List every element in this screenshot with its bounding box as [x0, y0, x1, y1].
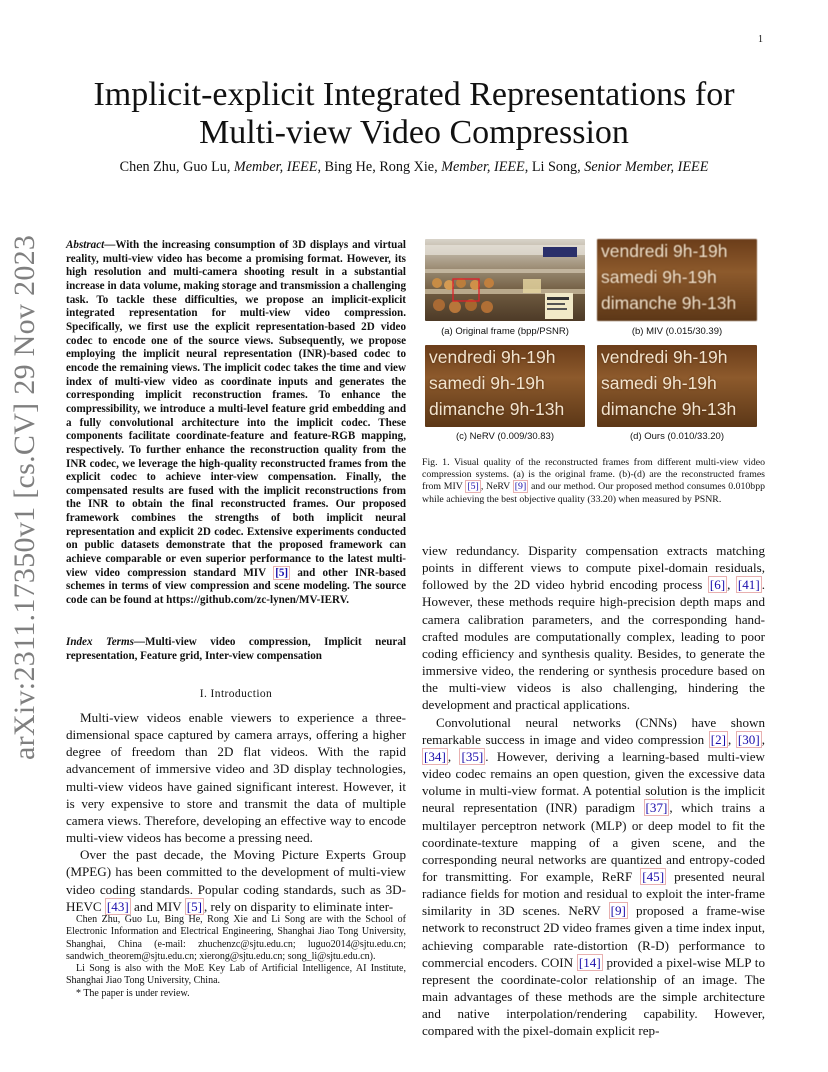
- text-run: view redundancy. Disparity compensation extracts matching points in different views to compute pixel-domain residuals, followed by the 2D video hybrid encoding process: [422, 543, 765, 593]
- citation-link[interactable]: [34]: [424, 748, 446, 764]
- footnotes: [66, 914, 406, 1000]
- panel-miv: [597, 239, 757, 321]
- citation-link[interactable]: [41]: [737, 577, 760, 593]
- citation-link[interactable]: [5]: [186, 898, 202, 914]
- intro-paragraph-2: [66, 846, 406, 915]
- text-run: , NeRV: [480, 481, 513, 493]
- footnote-lab: Li Song is also with the MoE Key Lab of Artificial Intelligence, AI Institute, Shanghai Jiao Tong University, China.: [66, 963, 406, 987]
- text-run: ,: [447, 748, 460, 764]
- author-list: [64, 159, 764, 176]
- sign-line-1: vendredi 9h-19h: [601, 241, 728, 261]
- abstract-lead: Abstract: [66, 239, 105, 251]
- caption-miv: (b) MIV (0.015/30.39): [631, 326, 723, 337]
- citation-link[interactable]: [14]: [578, 954, 601, 970]
- index-terms: [66, 636, 406, 663]
- text-run: , which trains a multilayer perceptron network (MLP) or deep model to fit the coordinate-texture mapping of a given scene, and the corresponding neural networks are quantized and entropy-coded for transmitting. For example, ReRF: [422, 800, 765, 884]
- original-frame-image: [425, 239, 585, 321]
- abstract-text-2: and other INR-based schemes in terms of view compression and scene modeling. The source code can be found at https://github.com/zc-lynen/MV-IERV.: [66, 566, 406, 607]
- footnote-review: * The paper is under review.: [76, 987, 190, 999]
- intro-paragraph-1: Multi-view videos enable viewers to experience a three-dimensional space captured by camera arrays, offering a higher degree of freedom than 2D flat videos. With the rapid advancement of immersive video and 3D display technologies, multi-view videos have gained significant interest. However, it is very expensive to store and transmit the data of multiple camera views. Therefore, developing an effective way to encode multi-view videos has become a pressing need.: [66, 710, 406, 846]
- arxiv-stamp: arXiv:2311.17350v1 [cs.CV] 29 Nov 2023: [8, 234, 41, 760]
- citation-link[interactable]: [5]: [467, 481, 479, 493]
- caption-ours: (d) Ours (0.010/33.20): [630, 431, 724, 442]
- citation-link[interactable]: [9]: [514, 481, 527, 493]
- citation-link[interactable]: [2]: [710, 731, 727, 747]
- text-run: proposed a frame-wise network to reconstruct 2D video frames given a time index input, achieving comparable rate-distortion (R-D) performance to commercial encoders. COIN: [422, 903, 765, 970]
- sign-line-3: dimanche 9h-13h: [429, 399, 565, 419]
- author-names-3: , Li Song,: [524, 159, 585, 175]
- intro-text: [66, 709, 406, 915]
- citation-link[interactable]: [30]: [737, 731, 760, 747]
- citation-link[interactable]: [43]: [106, 898, 129, 914]
- abstract-text: —With the increasing consumption of 3D displays and virtual reality, multi-view video has become a promising format. However, its high resolution and multi-camera shooting result in a substantial increase in data volume, making storage and transmission a challenging task. To tackle these difficulties, we propose an implicit-explicit integrated representation for multi-view video compression. Specifically, we first use the explicit representation-based 2D video codec to encode one of the source views. Subsequently, we propose employing the implicit neural representation (INR)-based codec to encode the remaining views. The implicit codec takes the time and view index of multi-view video as coordinate inputs and generates the corresponding implicit reconstruction frames. To enhance the compressibility, we introduce a multi-level feature grid embedding and a fully convolutional architecture into the implicit codec. These components facilitate coordinate-feature and feature-RGB mapping, respectively. To further enhance the reconstruction quality from the INR codec, we leverage the high-quality reconstructed frames from the explicit codec to achieve inter-view compensation. Finally, the compensated results are fused with the implicit reconstructions from the INR to obtain the final reconstructed frames. Our proposed framework combines the strengths of both implicit neural representation and explicit 2D codec. Extensive experiments conducted on public datasets demonstrate that the proposed framework can achieve comparable or even superior performance to the latest multi-view video compression standard MIV: [66, 239, 406, 579]
- panel-nerv: [425, 345, 585, 427]
- citation-link[interactable]: [5]: [275, 566, 289, 579]
- citation-link[interactable]: [6]: [709, 577, 726, 593]
- sign-line-3: dimanche 9h-13h: [601, 293, 737, 313]
- text-run: provided a pixel-wise MLP to represent the coordinate-color relationship of an image. The main advantages of these methods are the simple architecture and native interpolation/rendering capability. However, compared with the pixel-domain explicit rep-: [422, 954, 765, 1039]
- sign-line-2: samedi 9h-19h: [601, 373, 717, 393]
- figure-1: [425, 239, 765, 447]
- text-run: ,: [761, 731, 765, 747]
- sign-line-2: samedi 9h-19h: [429, 373, 545, 393]
- right-column-text: [422, 542, 765, 1040]
- paragraph-cnn: [422, 714, 765, 1040]
- text-run: . However, these methods require high-precision depth maps and camera calibration parameters, and the corresponding hand-crafted modules are computationally complex, leading to poor coding efficiency and synthesis quality. Besides, to generate the immersive video, the rendering or synthesis procedure based on the multi-view videos is also challenging, hindering the development and practical applications.: [422, 577, 765, 713]
- citation-link[interactable]: [37]: [645, 800, 668, 816]
- text-run: and our method. Our proposed method consumes 0.010bpp while achieving the best objective quality (33.20) when measured by PSNR.: [422, 481, 765, 505]
- author-names-1: Chen Zhu, Guo Lu,: [119, 159, 234, 175]
- caption-nerv: (c) NeRV (0.009/30.83): [455, 431, 555, 442]
- sign-line-1: vendredi 9h-19h: [429, 347, 556, 367]
- abstract: [66, 239, 406, 608]
- panel-original-frame: [425, 239, 585, 321]
- author-role-3: Senior Member, IEEE: [584, 159, 709, 175]
- caption-original-frame: (a) Original frame (bpp/PSNR): [441, 326, 569, 337]
- citation-link[interactable]: [9]: [610, 903, 626, 919]
- author-names-2: , Bing He, Rong Xie,: [317, 159, 442, 175]
- sign-line-3: dimanche 9h-13h: [601, 399, 737, 419]
- author-role-2: Member, IEEE: [441, 159, 525, 175]
- panel-ours: [597, 345, 757, 427]
- index-terms-text: —Multi-view video compression, Implicit neural representation, Feature grid, Inter-view compensation: [66, 636, 406, 662]
- text-run: ,: [728, 731, 736, 747]
- sign-line-1: vendredi 9h-19h: [601, 347, 728, 367]
- text-run: and MIV: [130, 898, 185, 914]
- text-run: ,: [727, 577, 736, 593]
- citation-link[interactable]: [45]: [642, 868, 665, 884]
- text-run: presented neural radiance fields for motion and residual to exploit the inter-frame similarity in 3D scenes. NeRV: [422, 868, 765, 919]
- text-run: Convolutional neural networks (CNNs) have shown remarkable success in image and video compression: [422, 714, 765, 747]
- text-run: Over the past decade, the Moving Picture Experts Group (MPEG) has been committed to the development of multi-view video coding standards. Popular coding standards, such as 3D-HEVC: [66, 847, 406, 914]
- paragraph-continued: [422, 542, 765, 714]
- text-run: . However, deriving a learning-based multi-view video codec remains an open question, given the excessive data volume in multi-view format. A potential solution is the implicit neural representation (INR) paradigm: [422, 748, 766, 816]
- author-role-1: Member, IEEE: [233, 159, 318, 175]
- paper-title: Implicit-explicit Integrated Representations for Multi-view Video Compression: [93, 76, 735, 151]
- text-run: Fig. 1. Visual quality of the reconstructed frames from different multi-view video compression systems. (a) is the original frame. (b)-(d) are the reconstructed frames from MIV: [422, 457, 765, 493]
- index-terms-lead: Index Terms: [66, 636, 134, 648]
- text-run: , rely on disparity to eliminate inter-: [203, 898, 394, 914]
- section-heading: I. Introduction: [199, 688, 273, 700]
- citation-link[interactable]: [35]: [461, 748, 484, 764]
- figure-caption: [422, 457, 765, 506]
- footnote-affiliation: Chen Zhu, Guo Lu, Bing He, Rong Xie and Li Song are with the School of Electronic Information and Electrical Engineering, Shanghai Jiao Tong University, Shanghai, China (e-mail: zhuchenzc@sjtu.edu.cn; luguo2014@sjtu.edu.cn; sandwich_theorem@sjtu.edu.cn; xierong@sjtu.edu.cn; song_li@sjtu.edu.cn).: [66, 914, 406, 962]
- page-number: 1: [758, 34, 763, 45]
- sign-line-2: samedi 9h-19h: [601, 267, 717, 287]
